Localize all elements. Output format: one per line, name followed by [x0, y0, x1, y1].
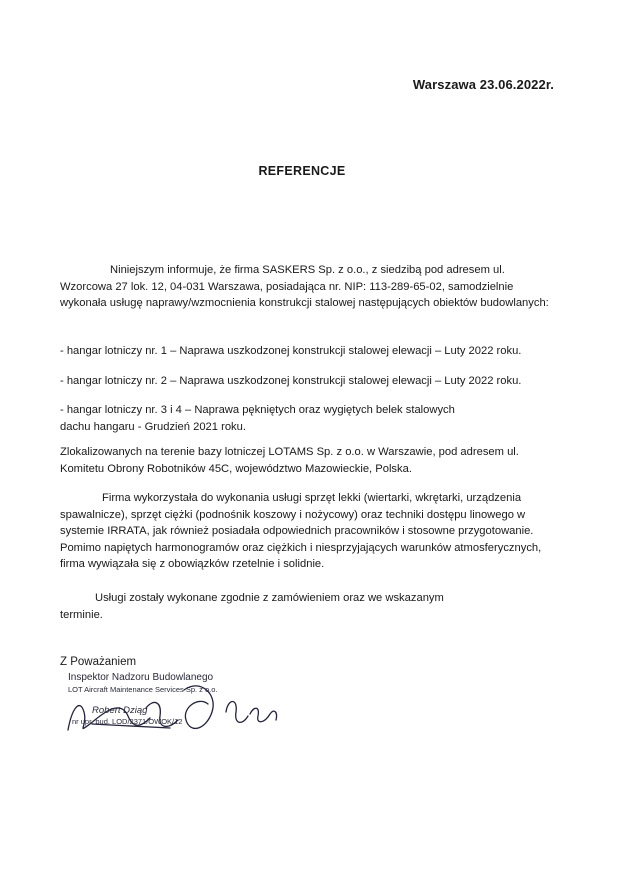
equipment-paragraph	[60, 490, 555, 573]
completion-paragraph	[60, 590, 480, 623]
stamp-license: nr upr. bud. LOD/2371/OWOK/12	[72, 717, 183, 726]
intro-rest-text: Wzorcowa 27 lok. 12, 04-031 Warszawa, posiadająca nr. NIP: 113-289-65-02, samodzielnie wykonała usługę naprawy/wzmocnienia konstrukcji stalowej następujących obiektów budowlanych:	[60, 280, 549, 309]
completion-rest-text: terminie.	[60, 608, 103, 621]
document-title: REFERENCJE	[258, 164, 346, 178]
list-item: - hangar lotniczy nr. 2 – Naprawa uszkodzonej konstrukcji stalowej elewacji – Luty 2022 roku.	[60, 375, 522, 387]
list-item: - hangar lotniczy nr. 1 – Naprawa uszkodzonej konstrukcji stalowej elewacji – Luty 2022 roku.	[60, 345, 522, 357]
closing-salutation: Z Poważaniem	[60, 656, 137, 668]
list-item: - hangar lotniczy nr. 3 i 4 – Naprawa pękniętych oraz wygiętych belek stalowych dachu hangaru - Grudzień 2021 roku.	[60, 404, 455, 433]
stamp-name: Robert Dziąg	[92, 705, 148, 716]
inspector-stamp	[50, 668, 300, 748]
intro-paragraph	[60, 262, 560, 312]
location-paragraph: Zlokalizowanych na terenie bazy lotniczej LOTAMS Sp. z o.o. w Warszawie, pod adresem ul. Komitetu Obrony Robotników 45C, województwo Mazowieckie, Polska.	[60, 446, 519, 475]
equipment-rest-text: spawalnicze), sprzęt ciężki (podnośnik koszowy i nożycowy) oraz techniki dostępu linowego w systemie IRRATA, jak również posiadała odpowiednich pracowników i stosowne przygotowanie. Pomimo napiętych harmonogramów oraz ciężkich i niesprzyjających warunków atmosferycznych, firma wywiązała się z obowiązków rzetelnie i solidnie.	[60, 508, 542, 570]
stamp-company: LOT Aircraft Maintenance Services Sp. z o.o.	[68, 685, 218, 694]
place-and-date: Warszawa 23.06.2022r.	[412, 77, 554, 92]
completion-lead-text: Usługi zostały wykonane zgodnie z zamówieniem oraz we wskazanym	[95, 592, 444, 604]
handwritten-signature	[50, 668, 300, 748]
equipment-lead-text: Firma wykorzystała do wykonania usługi sprzęt lekki (wiertarki, wkrętarki, urządzenia	[102, 492, 522, 504]
intro-lead-text: Niniejszym informuje, że firma SASKERS Sp. z o.o., z siedzibą pod adresem ul.	[110, 264, 505, 276]
stamp-title: Inspektor Nadzoru Budowlanego	[68, 672, 214, 683]
